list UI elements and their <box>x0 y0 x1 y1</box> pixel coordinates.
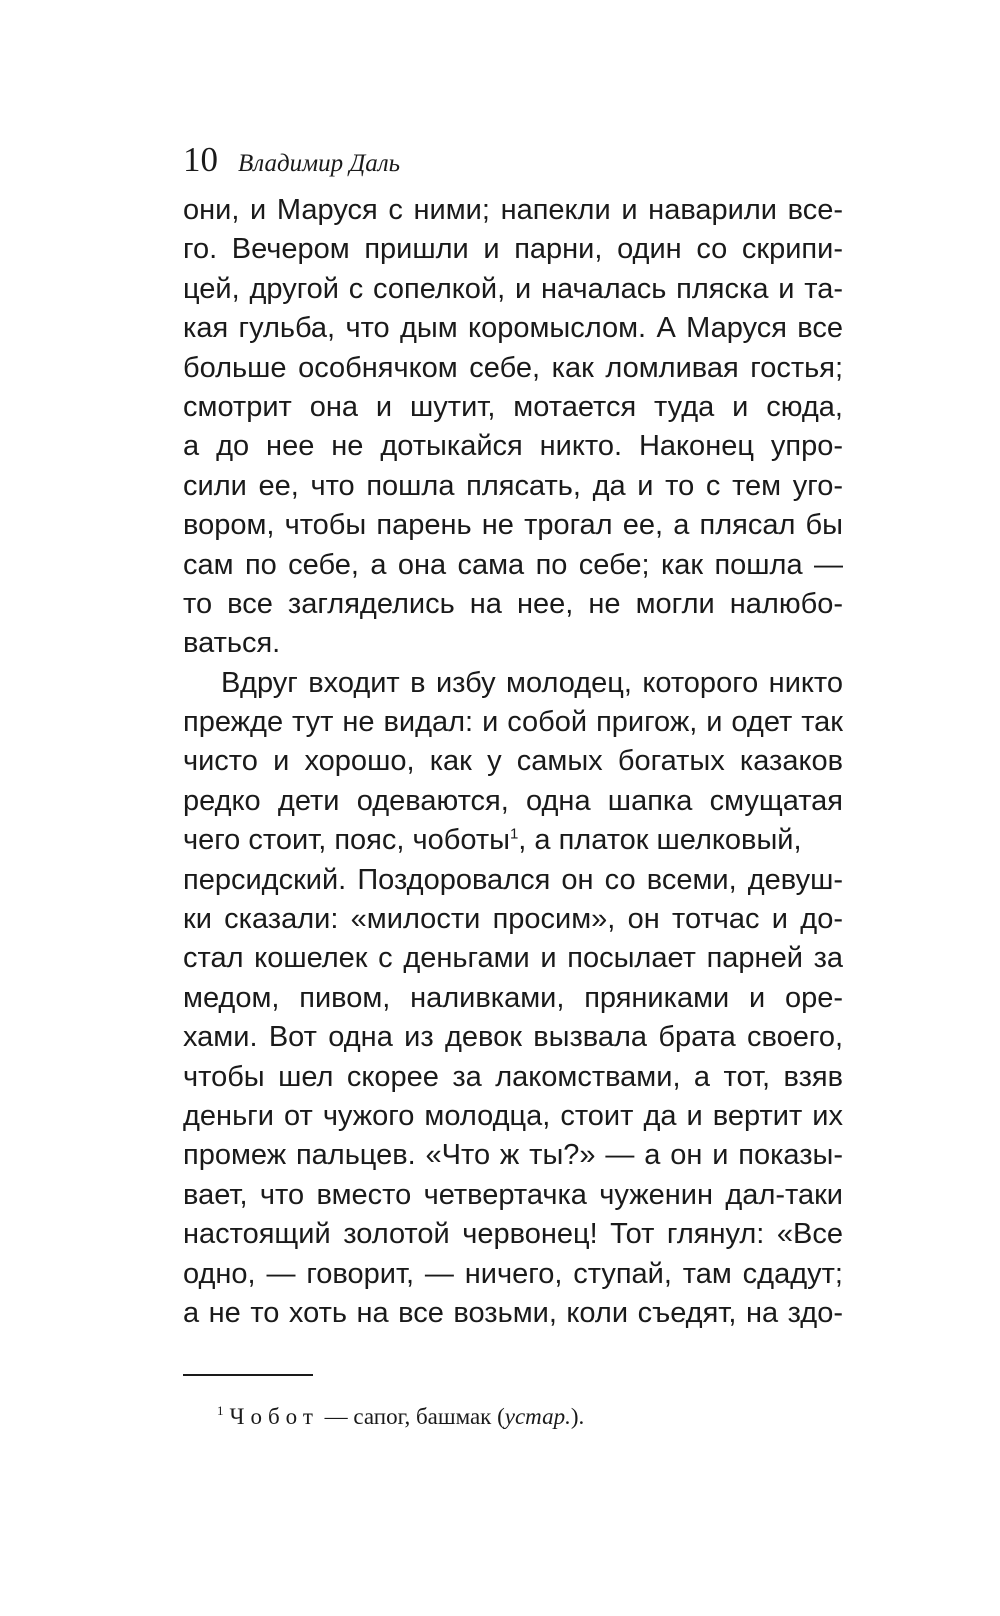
footnote-marker: 1 <box>217 1403 224 1419</box>
footnote-divider <box>183 1374 313 1376</box>
text-line: одно, — говорит, — ничего, ступай, там сдадут; <box>183 1257 843 1290</box>
text-line: редко дети одеваются, одна шапка смущатая <box>183 784 843 817</box>
text-line-with-footnote <box>183 821 843 860</box>
body-text <box>183 191 843 1333</box>
page-number: 10 <box>183 140 218 179</box>
text-line: го. Вечером пришли и парни, один со скрипи- <box>183 233 843 266</box>
text-line: кая гульба, что дым коромыслом. А Маруся все <box>183 312 843 345</box>
text-line: прежде тут не видал: и собой пригож, и одет так <box>183 706 843 739</box>
text-line: цей, другой с сопелкой, и началась пляска и та- <box>183 272 843 305</box>
text-line: ваться. <box>183 627 281 660</box>
text-line: медом, пивом, наливками, пряниками и оре- <box>183 981 843 1014</box>
text-line: а не то хоть на все возьми, коли съедят, на здо- <box>183 1296 843 1329</box>
text-line: настоящий золотой червонец! Тот глянул: «Все <box>183 1218 843 1251</box>
text-line: чисто и хорошо, как у самых богатых казаков <box>183 745 843 778</box>
footnote-text: — сапог, башмак ( <box>318 1404 505 1429</box>
text-line: вором, чтобы парень не трогал ее, а плясал бы <box>183 509 843 542</box>
text-line: то все загляделись на нее, не могли налюбо- <box>183 587 843 620</box>
text-line: больше особнячком себе, как ломливая гостья; <box>183 351 843 384</box>
text-fragment: чего стоит, пояс, чоботы <box>183 824 510 857</box>
text-line: сам по себе, а она сама по себе; как пошла — <box>183 548 843 581</box>
text-line: они, и Маруся с ними; напекли и наварили все- <box>183 194 843 226</box>
text-line: персидский. Поздоровался он со всеми, девуш- <box>183 863 843 896</box>
text-line: ки сказали: «милости просим», он тотчас и до- <box>183 903 843 936</box>
text-line: а до нее не дотыкайся никто. Наконец упро- <box>183 430 843 463</box>
text-line: хами. Вот одна из девок вызвала брата своего, <box>183 1021 843 1054</box>
footnote-reference[interactable]: 1 <box>509 825 519 843</box>
author-name: Владимир Даль <box>238 150 401 177</box>
footnote-term: Чобот <box>229 1404 319 1429</box>
text-line: вает, что вместо четвертачка чуженин дал-таки <box>183 1178 843 1211</box>
text-line: смотрит она и шутит, мотается туда и сюда, <box>183 390 843 423</box>
footnote <box>217 1402 584 1432</box>
text-fragment: , а платок шелковый, <box>518 824 802 857</box>
text-line: промеж пальцев. «Что ж ты?» — а он и показы- <box>183 1139 843 1172</box>
footnote-abbreviation: устар. <box>504 1404 571 1429</box>
text-line: чтобы шел скорее за лакомствами, а тот, взяв <box>183 1060 843 1093</box>
text-line: сили ее, что пошла плясать, да и то с тем уго- <box>183 469 843 502</box>
footnote-close: ). <box>570 1404 585 1429</box>
text-line: стал кошелек с деньгами и посылает парней за <box>183 942 843 975</box>
text-line: деньги от чужого молодца, стоит да и вертит их <box>183 1099 843 1132</box>
paragraph-first-line: Вдруг входит в избу молодец, которого никто <box>221 666 843 699</box>
running-head <box>183 140 400 180</box>
